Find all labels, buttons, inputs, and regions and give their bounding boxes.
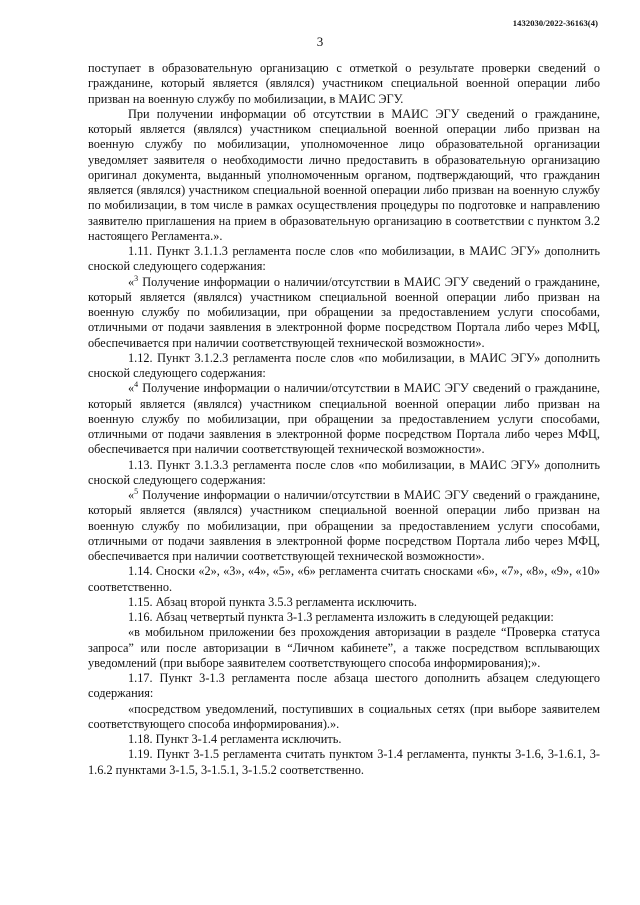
paragraph: 1.11. Пункт 3.1.1.3 регламента после слов «по мобилизации, в МАИС ЭГУ» дополнить сноской следующего содержания: [88, 244, 600, 274]
footnote-text: Получение информации о наличии/отсутствии в МАИС ЭГУ сведений о гражданине, который является (являлся) участником специальной военной операции либо призван на военную службу по мобилизации, при обращении за предоставлением услуги способами, отличными от подачи заявления в электронной форме посредством Портала либо через МФЦ, обеспечивается при наличии соответствующей технической возможности». [88, 381, 600, 457]
open-quote: « [128, 488, 135, 502]
paragraph: 1.19. Пункт 3-1.5 регламента считать пунктом 3-1.4 регламента, пункты 3-1.6, 3-1.6.1, 3-1.6.2 пунктами 3-1.5, 3-1.5.1, 3-1.5.2 соответственно. [88, 747, 600, 777]
paragraph-with-footnote [88, 381, 600, 457]
document-id: 1432030/2022-36163(4) [512, 18, 598, 28]
footnote-text: Получение информации о наличии/отсутствии в МАИС ЭГУ сведений о гражданине, который является (являлся) участником специальной военной операции либо призван на военную службу по мобилизации, при обращении за предоставлением услуги способами, отличными от подачи заявления в электронной форме посредством Портала либо через МФЦ, обеспечивается при наличии соответствующей технической возможности». [88, 488, 600, 563]
paragraph: 1.18. Пункт 3-1.4 регламента исключить. [128, 732, 342, 746]
paragraph: «посредством уведомлений, поступивших в социальных сетях (при выборе заявителем соответствующего способа информирования).». [88, 701, 600, 731]
paragraph: поступает в образовательную организацию с отметкой о результате проверки сведений о гражданине, который является (являлся) участником специальной военной операции либо призван на военную службу по мобилизации, в МАИС ЭГУ. [88, 61, 600, 106]
paragraph: 1.17. Пункт 3-1.3 регламента после абзаца шестого дополнить абзацем следующего содержания: [88, 671, 600, 701]
paragraph: «в мобильном приложении без прохождения авторизации в разделе “Проверка статуса запроса” или после авторизации в “Личном кабинете”, а также посредством всплывающих уведомлений (при выборе заявителем соответствующего способа информирования);». [88, 625, 600, 670]
document-body [88, 61, 600, 778]
paragraph: 1.14. Сноски «2», «3», «4», «5», «6» регламента считать сносками «6», «7», «8», «9», «10» соответственно. [88, 564, 600, 594]
paragraph-with-footnote [88, 488, 600, 564]
footnote-marker: 5 [134, 487, 139, 496]
paragraph: При получении информации об отсутствии в МАИС ЭГУ сведений о гражданине, который является (являлся) участником специальной военной операции либо призван на военную службу по мобилизации, уполномоченное лицо образовательной организации уведомляет заявителя о необходимости лично предоставить в образовательную организацию оригинал документа, выданный уполномоченным органом, подтверждающий, что гражданин является (являлся) участником специальной военной операции либо призван на военную службу по мобилизации, в том числе в рамках осуществления процедуры по подготовке и направлению заявителю приглашения на прием в образовательную организацию в соответствии с пунктом 3.2 настоящего Регламента.». [88, 106, 600, 243]
footnote-text: Получение информации о наличии/отсутствии в МАИС ЭГУ сведений о гражданине, который является (являлся) участником специальной военной операции либо призван на военную службу по мобилизации, при обращении за предоставлением услуги способами, отличными от подачи заявления в электронной форме посредством Портала либо через МФЦ, обеспечивается при наличии соответствующей технической возможности». [88, 274, 600, 350]
page-number: 3 [316, 34, 324, 49]
paragraph-with-footnote [88, 275, 600, 351]
open-quote: « [128, 274, 135, 289]
paragraph: 1.12. Пункт 3.1.2.3 регламента после слов «по мобилизации, в МАИС ЭГУ» дополнить сноской следующего содержания: [88, 350, 600, 380]
paragraph: 1.16. Абзац четвертый пункта 3-1.3 регламента изложить в следующей редакции: [128, 610, 554, 624]
paragraph: 1.15. Абзац второй пункта 3.5.3 регламента исключить. [128, 594, 417, 609]
open-quote: « [128, 381, 135, 396]
footnote-marker: 3 [134, 273, 139, 283]
paragraph: 1.13. Пункт 3.1.3.3 регламента после слов «по мобилизации, в МАИС ЭГУ» дополнить сноской следующего содержания: [88, 457, 600, 487]
footnote-marker: 4 [134, 380, 139, 390]
